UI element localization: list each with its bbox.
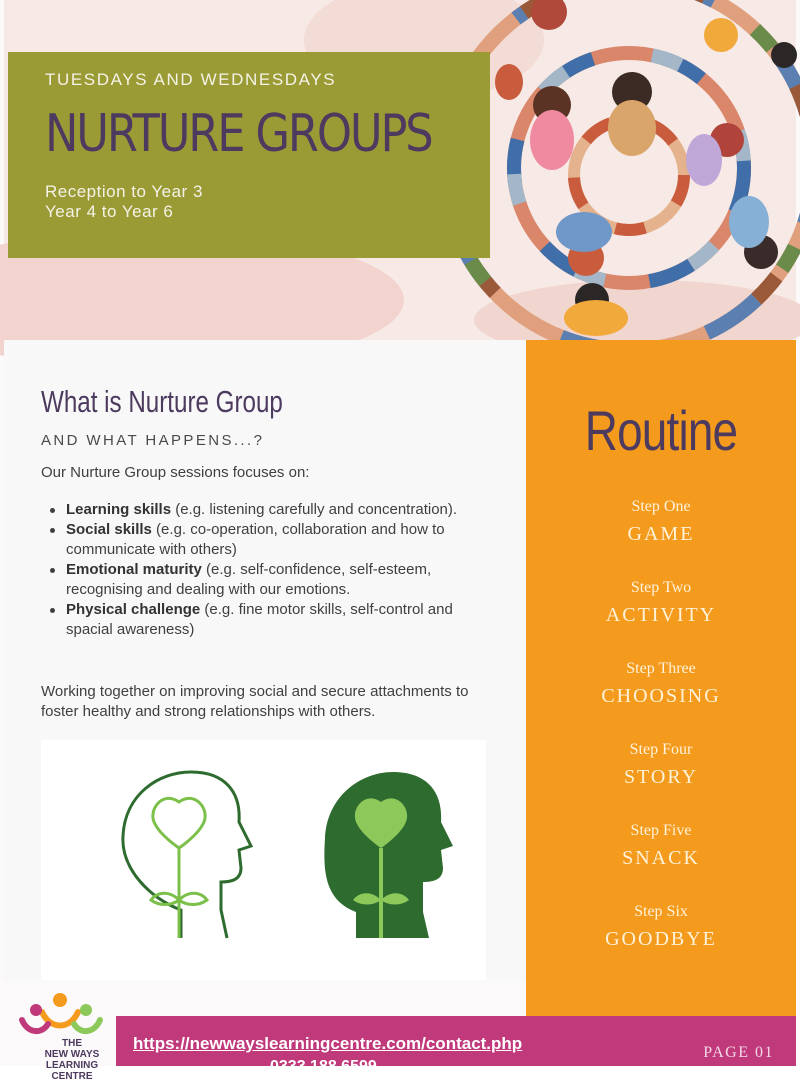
page-title: NURTURE GROUPS xyxy=(45,104,432,164)
schedule-label: TUESDAYS AND WEDNESDAYS xyxy=(45,70,337,89)
heart-head-filled-icon xyxy=(324,772,453,938)
intro-text: Our Nurture Group sessions focuses on: xyxy=(41,464,310,481)
step-number: Step Four xyxy=(629,741,693,758)
step-name: GOODBYE xyxy=(605,928,717,950)
section-title: What is Nurture Group xyxy=(41,384,283,419)
step-name: ACTIVITY xyxy=(605,604,717,626)
routine-step xyxy=(526,660,796,708)
step-number: Step One xyxy=(631,498,691,515)
routine-step xyxy=(526,741,796,789)
step-name: CHOOSING xyxy=(601,685,721,707)
list-item xyxy=(49,600,499,640)
list-item xyxy=(49,560,499,600)
routine-title: Routine xyxy=(584,399,738,462)
routine-panel xyxy=(526,340,796,1016)
skill-name: Emotional maturity xyxy=(66,561,202,578)
contact-link[interactable]: https://newwayslearningcentre.com/contact.php xyxy=(133,1034,523,1053)
title-panel xyxy=(8,52,490,258)
list-item xyxy=(49,500,499,520)
skill-detail: (e.g. self-confidence, self-esteem, recognising and dealing with our emotions. xyxy=(66,561,432,598)
info-section xyxy=(4,340,526,980)
step-number: Step Six xyxy=(634,903,688,920)
skill-name: Social skills xyxy=(66,521,152,538)
phone-number: 0333 188 6599 xyxy=(270,1058,377,1075)
logo-text-line: NEW WAYS xyxy=(44,1049,100,1060)
step-name: SNACK xyxy=(622,847,700,869)
page-number: PAGE 01 xyxy=(703,1044,774,1061)
skill-detail: (e.g. listening carefully and concentration). xyxy=(171,501,458,518)
year-group-line: Year 4 to Year 6 xyxy=(45,202,174,221)
centre-logo xyxy=(12,990,112,1082)
logo-text-line: THE xyxy=(62,1038,82,1049)
section-subtitle: AND WHAT HAPPENS...? xyxy=(41,432,265,449)
step-name: GAME xyxy=(627,523,695,545)
step-number: Step Three xyxy=(626,660,696,677)
hero-banner xyxy=(4,0,796,340)
step-number: Step Five xyxy=(630,822,692,839)
routine-step xyxy=(526,498,796,546)
heart-heads-image xyxy=(41,740,486,980)
routine-step xyxy=(526,903,796,951)
closing-text: Working together on improving social and secure attachments to foster healthy and strong relationships with others. xyxy=(41,683,469,720)
logo-text-line: LEARNING CENTRE xyxy=(45,1060,99,1082)
skill-name: Physical challenge xyxy=(66,601,201,618)
routine-step xyxy=(526,579,796,627)
footer-bar xyxy=(116,1016,796,1075)
step-number: Step Two xyxy=(630,579,692,596)
skills-list xyxy=(49,500,499,640)
heart-head-outline-icon xyxy=(123,772,251,938)
skill-detail: (e.g. co-operation, collaboration and how to communicate with others) xyxy=(66,521,445,558)
logo-people-icon xyxy=(12,990,112,1040)
step-name: STORY xyxy=(623,766,699,788)
skill-detail: (e.g. fine motor skills, self-control and spacial awareness) xyxy=(66,601,453,638)
skill-name: Learning skills xyxy=(66,501,172,518)
list-item xyxy=(49,520,499,560)
year-group-line: Reception to Year 3 xyxy=(45,182,203,201)
routine-step xyxy=(526,822,796,870)
